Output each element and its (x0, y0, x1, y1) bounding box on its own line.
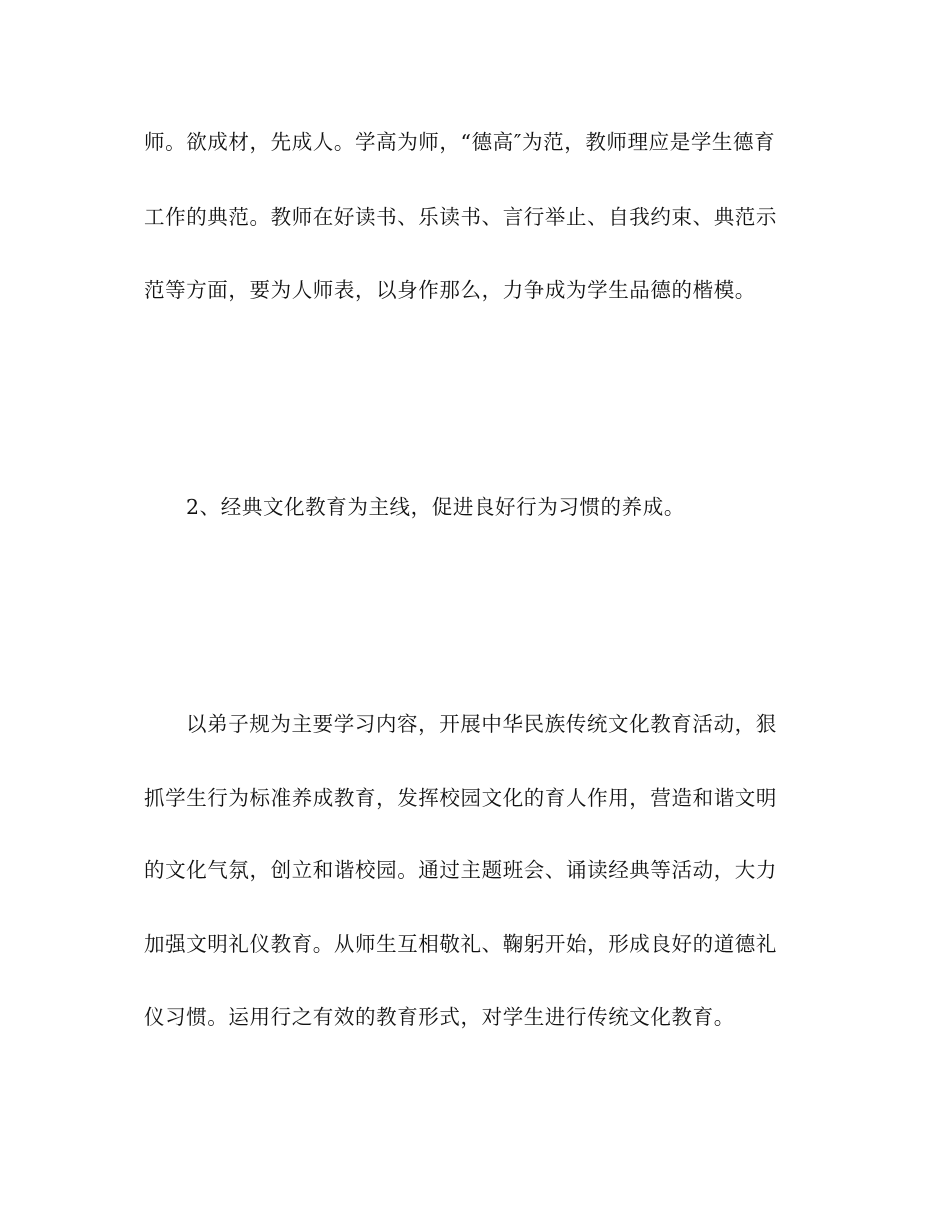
text-line: 仪习惯。运用行之有效的教育形式，对学生进行传统文化教育。 (144, 1005, 735, 1029)
text-line: 师。欲成材，先成人。学高为师，“德高″为范，教师理应是学生德育 (144, 130, 776, 154)
text-line: 工作的典范。教师在好读书、乐读书、言行举止、自我约束、典范示 (144, 205, 777, 229)
text-line: 以弟子规为主要学习内容，开展中华民族传统文化教育活动，狠 (186, 712, 777, 736)
section-heading-2: 2、经典文化教育为主线，促进良好行为习惯的养成。 (186, 495, 685, 519)
text-line: 加强文明礼仪教育。从师生互相敬礼、鞠躬开始，形成良好的道德礼 (144, 932, 777, 956)
text-line: 的文化气氛，创立和谐校园。通过主题班会、诵读经典等活动，大力 (144, 858, 777, 882)
text-line: 范等方面，要为人师表，以身作那么，力争成为学生品德的楷模。 (144, 278, 756, 302)
text-line: 抓学生行为标准养成教育，发挥校园文化的育人作用，营造和谐文明 (144, 786, 777, 810)
